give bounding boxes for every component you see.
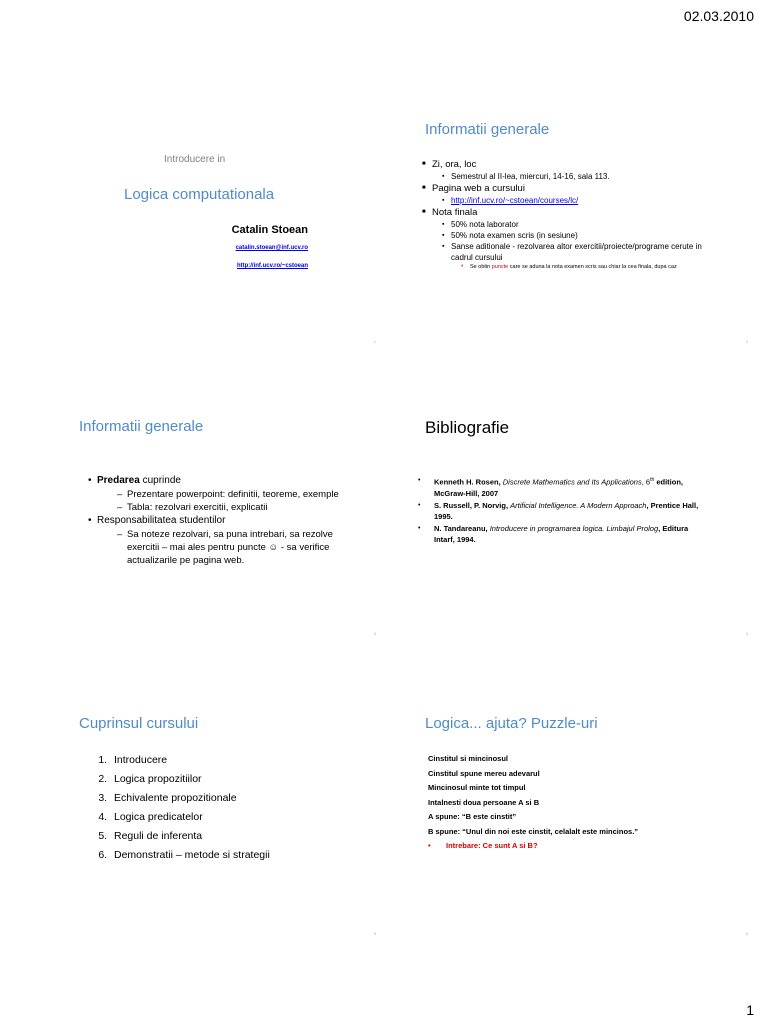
list-item-label: cuprinde <box>139 475 181 486</box>
list-item: 5. Reguli de inferenta <box>110 827 390 846</box>
list-item: 1. Introducere <box>110 751 390 770</box>
puzzle-text <box>428 752 728 854</box>
list-item: 4. Logica predicatelor <box>110 808 390 827</box>
slide-3-title: Informatii generale <box>79 418 204 435</box>
list-item-bold: Predarea <box>97 475 140 486</box>
ref-sup: th <box>650 477 655 483</box>
list-item-label: Pagina web a cursului <box>432 183 525 194</box>
slide-4-title: Bibliografie <box>425 418 510 437</box>
slide-number: 4 <box>745 631 748 636</box>
subitem-text: - sa verifice actualizarile pe pagina web. <box>127 542 330 566</box>
slide-1-author <box>232 224 308 272</box>
slide-2-title: Informatii generale <box>425 121 550 138</box>
list-item-label: Zi, ora, loc <box>432 159 477 170</box>
author-name: Catalin Stoean <box>231 224 308 236</box>
note-text: care se aduna la nota examen scris sau chiar la cea finala, dupa caz <box>508 264 677 270</box>
note-text: Se obtin <box>470 264 492 270</box>
puzzle-question: • Intrebare: Ce sunt A si B? <box>428 841 538 850</box>
list-item: 6. Demonstratii – metode si strategii <box>110 846 390 865</box>
slide-1-subtitle: Introducere in <box>164 154 226 165</box>
list-item-label: Responsabilitatea studentilor <box>97 515 226 526</box>
ref-rest: edition, McGraw-Hill, 2007 <box>434 477 683 498</box>
ref-author: S. Russell, P. Norvig, <box>434 500 511 510</box>
smiley-icon: ☺ <box>268 542 279 553</box>
list-item <box>422 206 712 271</box>
author-email-link[interactable]: catalin.stoean@inf.ucv.ro <box>235 245 308 251</box>
list-note <box>461 263 712 271</box>
slide-6 <box>412 700 752 936</box>
slide-5 <box>40 700 380 936</box>
slide-4 <box>412 400 752 636</box>
puzzle-question-text: Intrebare: Ce sunt A si B? <box>446 841 538 850</box>
list-subitem <box>442 241 712 271</box>
bibliography-item <box>418 523 703 545</box>
ref-title: Introducere in programarea logica. Limbajul Prolog <box>489 523 659 533</box>
list-subitem <box>442 195 712 206</box>
list-item <box>87 514 367 567</box>
course-contents-list <box>88 751 390 865</box>
slide-3 <box>40 400 380 636</box>
list-item <box>87 474 367 514</box>
bibliography-item <box>418 500 703 522</box>
slide-number: 1 <box>373 339 376 344</box>
slide-1-title: Logica computationala <box>124 186 275 203</box>
slide-number: 2 <box>745 339 748 344</box>
header-date: 02.03.2010 <box>683 8 754 24</box>
slide-number: 5 <box>373 931 376 936</box>
puzzle-line: B spune: “Unul din noi este cinstit, celalalt este mincinos.” <box>428 826 639 836</box>
list-item <box>422 158 712 182</box>
list-item: 3. Echivalente propozitionale <box>110 789 390 808</box>
page-number: 1 <box>746 1002 754 1018</box>
list-subitem <box>117 528 367 567</box>
bibliography-list <box>418 475 703 546</box>
list-subitem: – Tabla: rezolvari exercitii, explicatii <box>117 501 367 514</box>
list-subitem-label: Sanse aditionale - rezolvarea altor exercitii/proiecte/programe cerute in cadrul cursului <box>451 242 702 262</box>
list-subitem: ▪ 50% nota examen scris (in sesiune) <box>442 230 712 241</box>
bibliography-item <box>418 475 703 499</box>
ref-author: Kenneth H. Rosen, <box>434 477 503 487</box>
list-subitem: – Prezentare powerpoint: definitii, teoreme, exemple <box>117 488 367 501</box>
list-item-label: Nota finala <box>432 207 478 218</box>
puzzle-line: A spune: “B este cinstit” <box>428 812 517 821</box>
ref-author: N. Tandareanu, <box>434 523 490 533</box>
ref-rest: , 6 <box>641 477 651 487</box>
ref-rest: , Editura Intarf, 1994. <box>434 523 689 544</box>
ref-title: Artificial Intelligence. A Modern Approach <box>510 500 647 510</box>
list-item <box>422 182 712 206</box>
slide-number: 3 <box>373 631 376 636</box>
list-subitem: ▪ 50% nota laborator <box>442 219 712 230</box>
list-item: 2. Logica propozitiilor <box>110 770 390 789</box>
puzzle-line: Mincinosul minte tot timpul <box>428 783 526 792</box>
slide-2-list <box>422 158 712 271</box>
slide-number: 6 <box>745 931 748 936</box>
puzzle-line: Intalnesti doua persoane A si B <box>428 797 540 807</box>
subitem-text: Sa noteze rezolvari, sa puna intrebari, sa rezolve exercitii – mai ales pentru puncte <box>127 529 333 553</box>
puzzle-line: Cinstitul si mincinosul <box>428 754 509 763</box>
list-subitem: ▪ Semestrul al II-lea, miercuri, 14-16, sala 113. <box>442 171 712 182</box>
ref-rest: , Prentice Hall, 1995. <box>434 500 699 521</box>
slide-3-list <box>87 474 367 567</box>
course-page-link[interactable]: http://inf.ucv.ro/~cstoean/courses/lc/ <box>451 196 579 205</box>
slide-2 <box>412 108 752 344</box>
slide-1 <box>40 108 380 344</box>
author-url-link[interactable]: http://inf.ucv.ro/~cstoean <box>236 263 308 269</box>
slide-5-title: Cuprinsul cursului <box>79 715 199 732</box>
puzzle-line: Cinstitul spune mereu adevarul <box>428 768 540 778</box>
slide-6-title: Logica... ajuta? Puzzle-uri <box>425 715 598 732</box>
ref-title: Discrete Mathematics and Its Applications <box>502 477 642 487</box>
note-highlight: puncte <box>491 264 509 270</box>
